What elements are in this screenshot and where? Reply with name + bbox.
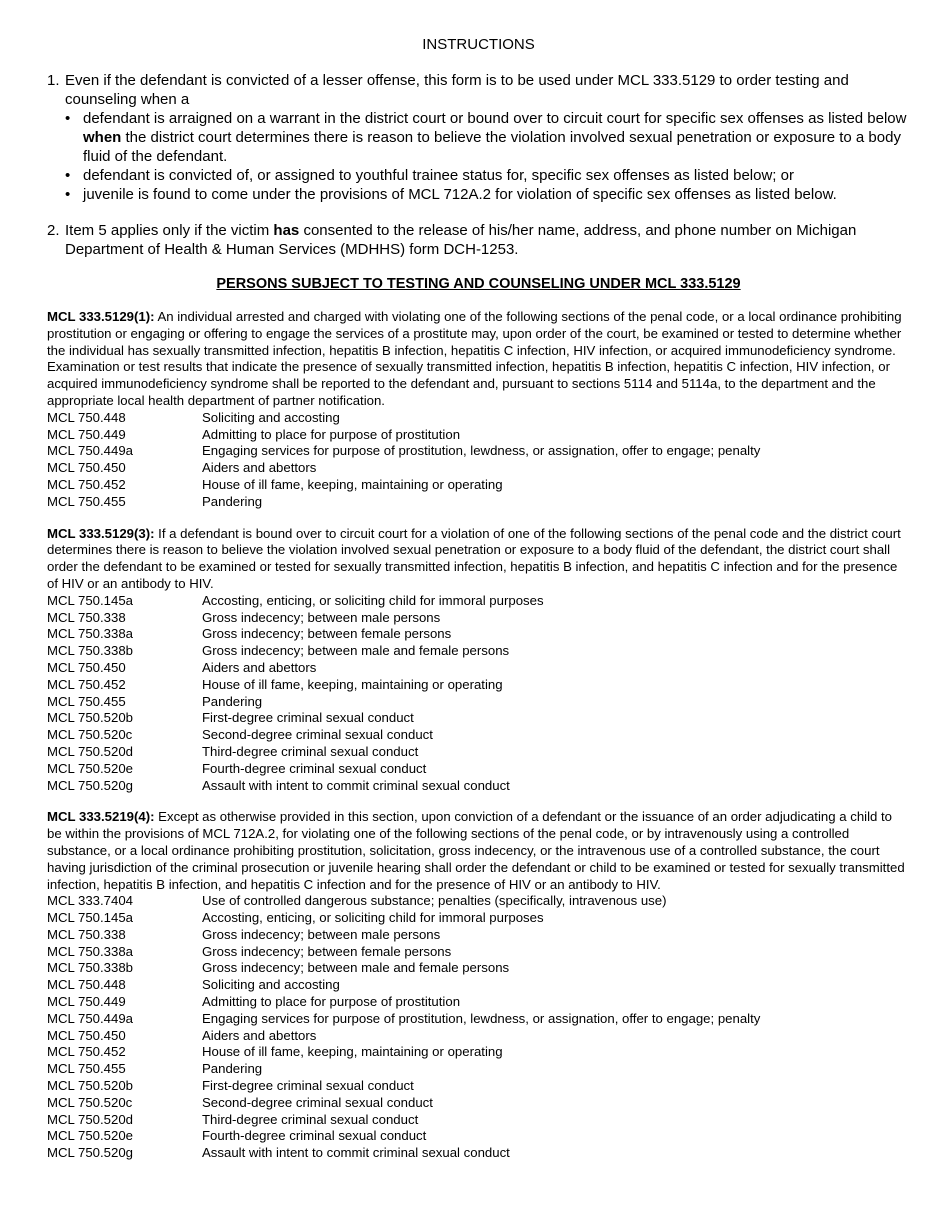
offense-row <box>47 460 910 477</box>
offense-code: MCL 750.338a <box>47 626 134 642</box>
offense-description: Pandering <box>202 493 263 509</box>
offense-description: Gross indecency; between male persons <box>202 926 441 942</box>
page-title: INSTRUCTIONS <box>422 36 535 53</box>
offense-row <box>47 761 910 778</box>
offense-code: MCL 750.520e <box>47 760 134 776</box>
offense-row <box>47 677 910 694</box>
offense-code: MCL 750.452 <box>47 1044 126 1060</box>
bullet-icon: • <box>65 186 71 203</box>
offense-row <box>47 1112 910 1129</box>
offense-description: Aiders and abettors <box>202 659 317 675</box>
offense-code: MCL 750.448 <box>47 409 126 425</box>
offense-description: Soliciting and accosting <box>202 977 340 993</box>
bullet-item <box>65 166 910 185</box>
offense-code: MCL 750.449a <box>47 443 134 459</box>
offense-description: First-degree criminal sexual conduct <box>202 1078 414 1094</box>
instruction-item-2 <box>47 221 910 259</box>
offense-row <box>47 910 910 927</box>
offense-description: Accosting, enticing, or soliciting child for immoral purposes <box>202 592 544 608</box>
bullet-icon: • <box>65 110 71 127</box>
offense-code: MCL 750.455 <box>47 693 126 709</box>
section-text: If a defendant is bound over to circuit court for a violation of one of the following sections of the penal code and the district court determines there is reason to believe the violation involved sexual penetration or exposure to a body fluid of the defendant, the district court shall order the defendant to be examined or tested for sexually transmitted infection, hepatitis B infection, and hepatitis C infection and for the presence of HIV or an antibody to HIV. <box>47 525 901 591</box>
offense-row <box>47 694 910 711</box>
offense-row <box>47 410 910 427</box>
offense-row <box>47 1095 910 1112</box>
offense-row <box>47 1061 910 1078</box>
offense-row <box>47 710 910 727</box>
offense-description: Assault with intent to commit criminal sexual conduct <box>202 777 510 793</box>
offense-code: MCL 750.449 <box>47 994 126 1010</box>
offense-row <box>47 593 910 610</box>
offense-description: Pandering <box>202 1061 263 1077</box>
offense-description: First-degree criminal sexual conduct <box>202 710 414 726</box>
offense-row <box>47 960 910 977</box>
statute-sections <box>47 309 910 1162</box>
section-label: MCL 333.5129(3): <box>47 525 155 541</box>
section-label: MCL 333.5129(1): <box>47 309 155 324</box>
offense-row <box>47 443 910 460</box>
offense-code: MCL 750.338b <box>47 960 134 976</box>
offense-code: MCL 750.520b <box>47 1078 134 1094</box>
document-page <box>47 36 910 1177</box>
offense-code: MCL 750.520g <box>47 1145 134 1161</box>
instruction-number: 2. <box>47 222 60 239</box>
bullet-item <box>65 185 910 204</box>
instruction-text: Item 5 applies only if the victim <box>65 222 274 239</box>
section-paragraph <box>47 526 910 593</box>
section-paragraph <box>47 309 910 410</box>
offense-row <box>47 643 910 660</box>
offense-code: MCL 750.448 <box>47 977 126 993</box>
offense-code: MCL 750.455 <box>47 1061 126 1077</box>
offense-code: MCL 750.450 <box>47 460 126 476</box>
section-text: An individual arrested and charged with violating one of the following sections of the penal code, or a local ordinance prohibiting prostitution or engaging or offering to engage the services of a prostitute may, upon order of the court, be examined or tested to determine whether the individual has sexually transmitted infection, hepatitis B infection, hepatitis C infection, HIV infection, or acquired immunodeficiency syndrome. Examination or test results that indicate the presence of sexually transmitted infection, hepatitis B infection, hepatitis C infection, HIV infection, or acquired immunodeficiency syndrome shall be reported to the defendant and, pursuant to sections 5114 and 5114a, to the department and the appropriate local health department of partner notification. <box>47 309 902 408</box>
statute-section <box>47 309 910 511</box>
section-text: Except as otherwise provided in this section, upon conviction of a defendant or the issuance of an order adjudicating a child to be within the provisions of MCL 712A.2, for violating one of the following sections of the penal code, or by intravenously using a controlled substance, or a local ordinance prohibiting prostitution, solicitation, gross indecency, or the intravenous use of a controlled substance, the court having jurisdiction of the criminal prosecution or juvenile hearing shall order the defendant or child to be examined or tested for sexually transmitted infection, hepatitis B infection, and hepatitis C infection and for the presence of HIV or an antibody to HIV. <box>47 809 905 892</box>
offense-description: Soliciting and accosting <box>202 409 340 425</box>
offense-description: Third-degree criminal sexual conduct <box>202 743 419 759</box>
offense-row <box>47 427 910 444</box>
offense-code: MCL 750.449a <box>47 1010 134 1026</box>
instruction-number: 1. <box>47 72 60 89</box>
offense-row <box>47 977 910 994</box>
instruction-bullets <box>65 109 910 204</box>
offense-description: Aiders and abettors <box>202 460 317 476</box>
offense-code: MCL 750.452 <box>47 476 126 492</box>
offense-row <box>47 744 910 761</box>
offense-description: Assault with intent to commit criminal sexual conduct <box>202 1145 510 1161</box>
instruction-text: consented to the release of his/her name, address, and phone number on Michigan Department of Health & Human Services (MDHHS) form DCH-1253. <box>65 222 857 258</box>
offense-code: MCL 750.520g <box>47 777 134 793</box>
offense-description: Fourth-degree criminal sexual conduct <box>202 1128 427 1144</box>
offense-row <box>47 1145 910 1162</box>
section-label: MCL 333.5219(4): <box>47 809 155 825</box>
offense-row <box>47 610 910 627</box>
statute-section <box>47 809 910 1162</box>
offense-row <box>47 1028 910 1045</box>
offense-code: MCL 750.520c <box>47 727 133 743</box>
bullet-text: juvenile is found to come under the provisions of MCL 712A.2 for violation of specific sex offenses as listed below. <box>83 186 837 203</box>
offense-row <box>47 727 910 744</box>
offense-row <box>47 660 910 677</box>
offense-description: Accosting, enticing, or soliciting child for immoral purposes <box>202 910 544 926</box>
instructions-list <box>47 71 910 259</box>
offense-description: Aiders and abettors <box>202 1027 317 1043</box>
offense-description: Second-degree criminal sexual conduct <box>202 1094 433 1110</box>
offense-description: Engaging services for purpose of prostitution, lewdness, or assignation, offer to engage; penalty <box>202 443 761 459</box>
offense-description: House of ill fame, keeping, maintaining or operating <box>202 676 503 692</box>
offense-description: Second-degree criminal sexual conduct <box>202 727 433 743</box>
offense-row <box>47 778 910 795</box>
offense-row <box>47 626 910 643</box>
bullet-text: defendant is arraigned on a warrant in the district court or bound over to circuit court for specific sex offenses as listed below <box>83 110 907 127</box>
offense-description: Gross indecency; between female persons <box>202 943 452 959</box>
instruction-item-1 <box>47 71 910 204</box>
offense-description: House of ill fame, keeping, maintaining or operating <box>202 1044 503 1060</box>
instruction-bold-text: has <box>273 222 300 239</box>
offense-row <box>47 494 910 511</box>
bullet-icon: • <box>65 167 71 184</box>
bullet-item <box>65 109 910 166</box>
offense-description: Engaging services for purpose of prostitution, lewdness, or assignation, offer to engage; penalty <box>202 1010 761 1026</box>
offense-code: MCL 750.338 <box>47 926 126 942</box>
offense-code: MCL 750.145a <box>47 592 134 608</box>
offense-code: MCL 750.520b <box>47 710 134 726</box>
offense-description: Third-degree criminal sexual conduct <box>202 1111 419 1127</box>
offense-code: MCL 750.452 <box>47 676 126 692</box>
offense-code: MCL 750.450 <box>47 1027 126 1043</box>
offense-description: House of ill fame, keeping, maintaining or operating <box>202 476 503 492</box>
offense-row <box>47 1011 910 1028</box>
offense-description: Admitting to place for purpose of prostitution <box>202 994 461 1010</box>
offense-code: MCL 750.450 <box>47 659 126 675</box>
offense-code: MCL 750.520d <box>47 743 134 759</box>
offense-description: Gross indecency; between female persons <box>202 626 452 642</box>
offense-code: MCL 750.449 <box>47 426 126 442</box>
offense-description: Gross indecency; between male and female persons <box>202 960 510 976</box>
offense-row <box>47 893 910 910</box>
offense-row <box>47 927 910 944</box>
offense-row <box>47 944 910 961</box>
bullet-text: defendant is convicted of, or assigned to youthful trainee status for, specific sex offenses as listed below; or <box>83 167 794 184</box>
offense-row <box>47 1078 910 1095</box>
instruction-lead: Even if the defendant is convicted of a lesser offense, this form is to be used under MCL 333.5129 to order testing and counseling when a <box>65 72 849 108</box>
offense-description: Gross indecency; between male and female persons <box>202 643 510 659</box>
offense-row <box>47 477 910 494</box>
offense-code: MCL 750.455 <box>47 493 126 509</box>
offense-row <box>47 1044 910 1061</box>
offense-description: Use of controlled dangerous substance; penalties (specifically, intravenous use) <box>202 893 667 909</box>
offense-row <box>47 1128 910 1145</box>
offense-description: Admitting to place for purpose of prostitution <box>202 426 461 442</box>
offense-code: MCL 750.338 <box>47 609 126 625</box>
offense-code: MCL 750.520c <box>47 1094 133 1110</box>
statute-section <box>47 526 910 795</box>
offense-code: MCL 750.338a <box>47 943 134 959</box>
offense-description: Fourth-degree criminal sexual conduct <box>202 760 427 776</box>
section-paragraph <box>47 809 910 893</box>
offense-code: MCL 333.7404 <box>47 893 134 909</box>
section-heading: PERSONS SUBJECT TO TESTING AND COUNSELING UNDER MCL 333.5129 <box>216 276 741 292</box>
bullet-text: the district court determines there is reason to believe the violation involved sexual penetration or exposure to a body fluid of the defendant. <box>83 129 901 165</box>
offense-code: MCL 750.520d <box>47 1111 134 1127</box>
offense-code: MCL 750.145a <box>47 910 134 926</box>
offense-code: MCL 750.520e <box>47 1128 134 1144</box>
offense-description: Pandering <box>202 693 263 709</box>
offense-code: MCL 750.338b <box>47 643 134 659</box>
bullet-bold-text: when <box>83 129 122 146</box>
offense-description: Gross indecency; between male persons <box>202 609 441 625</box>
offense-row <box>47 994 910 1011</box>
